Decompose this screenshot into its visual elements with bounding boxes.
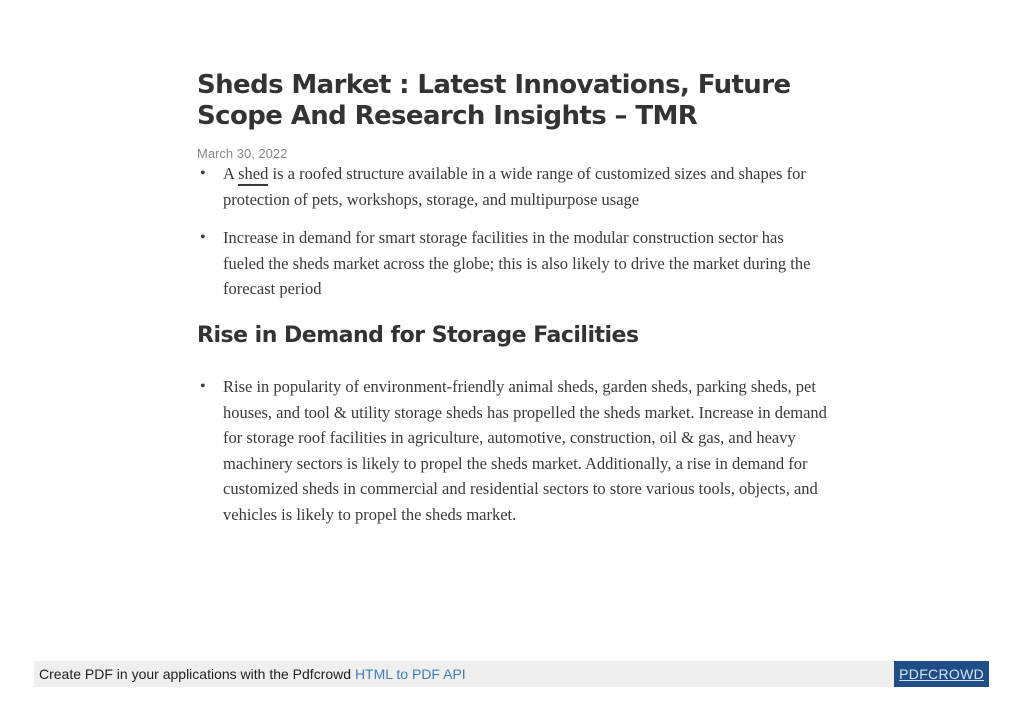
bullet-icon: • <box>200 165 206 182</box>
html-to-pdf-api-link[interactable]: HTML to PDF API <box>354 666 466 682</box>
article-title: Sheds Market : Latest Innovations, Future Scope And Research Insights – TMR <box>197 70 791 131</box>
bullet-icon: • <box>200 377 206 395</box>
bullet-text: Increase in demand for smart storage facilities in the modular construction sector has fueled the sheds market across the globe; this is also likely to drive the market during the forecast period <box>223 228 811 299</box>
list-item <box>197 225 827 302</box>
list-item <box>197 161 827 212</box>
bullet-text: is a roofed structure available in a wide range of customized sizes and shapes for protection of pets, workshops, storage, and multipurpose usage <box>223 164 806 209</box>
footer-text: Create PDF in your applications with the Pdfcrowd <box>39 666 355 682</box>
shed-link[interactable]: shed <box>238 164 268 186</box>
pdfcrowd-footer-bar <box>34 661 989 687</box>
bullet-text: Rise in popularity of environment-friendly animal sheds, garden sheds, parking sheds, pet houses, and tool & utility storage sheds has propelled the sheds market. Increase in demand for storage roof facilities in agriculture, automotive, construction, oil & gas, and heavy machinery sectors is likely to propel the sheds market. Additionally, a rise in demand for customized sheds in commercial and residential sectors to store various tools, objects, and vehicles is likely to propel the sheds market. <box>223 376 827 524</box>
intro-bullet-list <box>197 161 827 302</box>
pdfcrowd-footer-text <box>39 666 466 682</box>
bullet-prefix: A <box>223 164 239 183</box>
pdfcrowd-brand-button[interactable]: PDFCROWD <box>894 661 989 687</box>
article-date: March 30, 2022 <box>197 146 288 161</box>
section-bullet-list <box>197 374 827 528</box>
bullet-icon: • <box>200 229 206 247</box>
article <box>197 70 827 541</box>
list-item <box>197 374 827 528</box>
section-heading: Rise in Demand for Storage Facilities <box>197 322 639 348</box>
